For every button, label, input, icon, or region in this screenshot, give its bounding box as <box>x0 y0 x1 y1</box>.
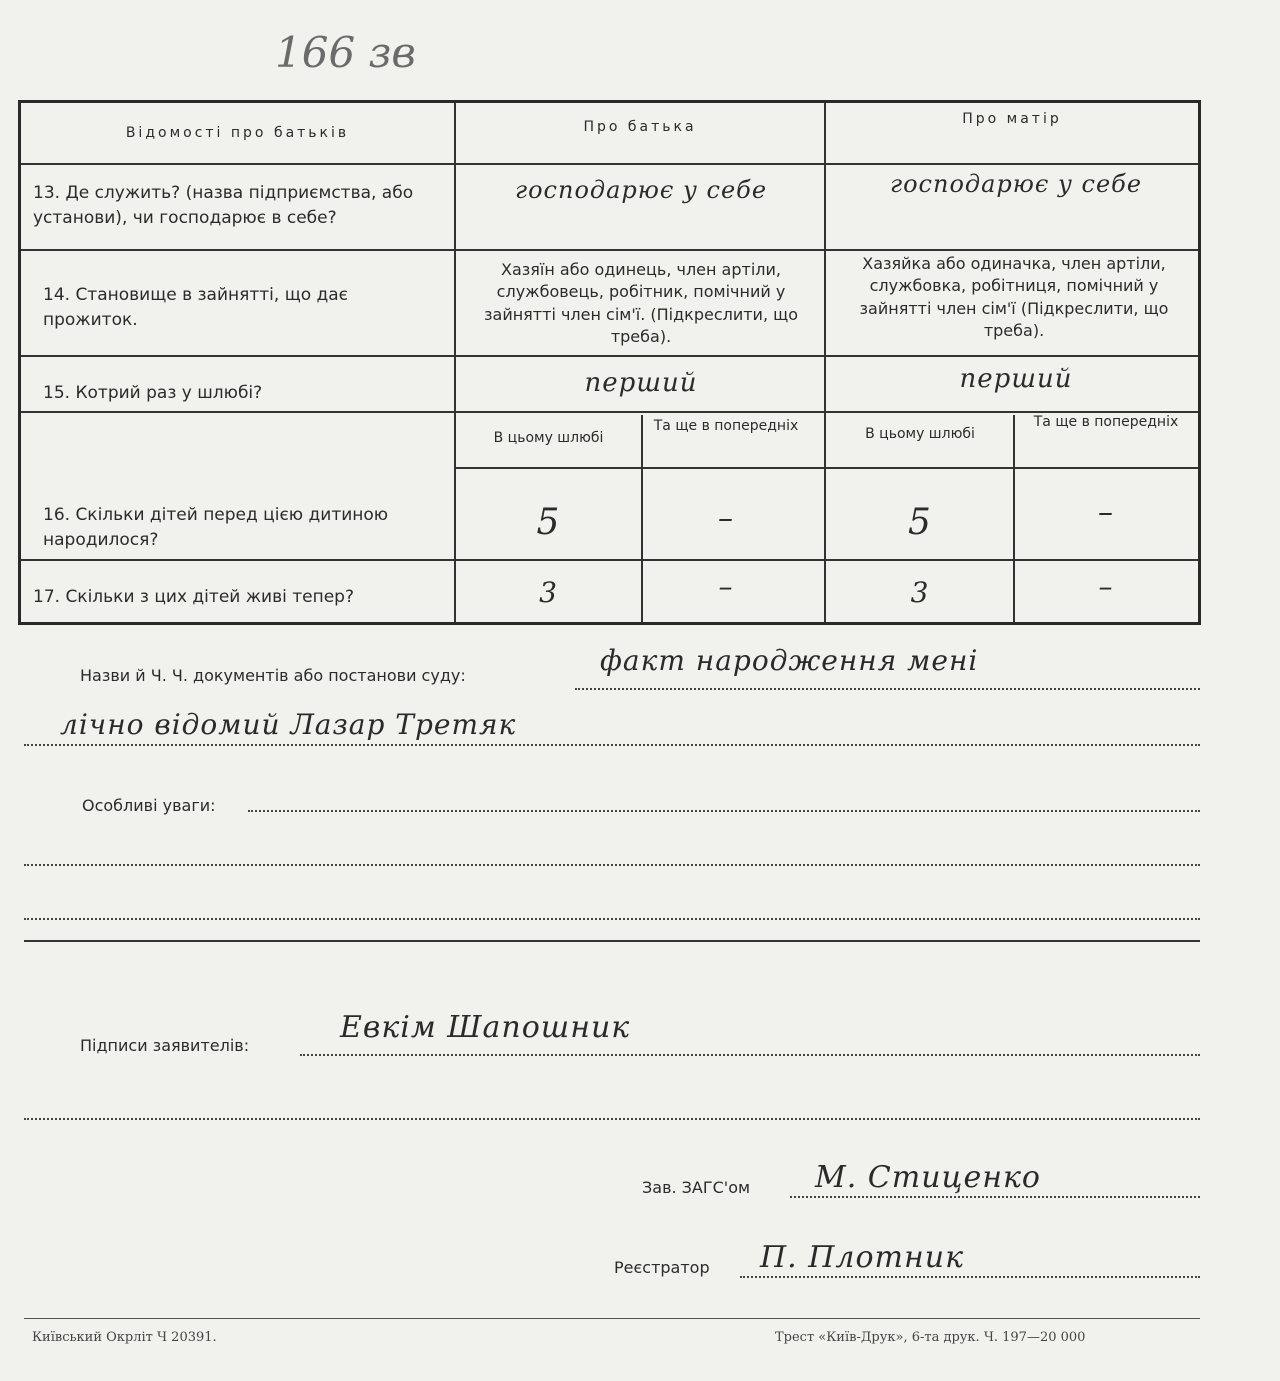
zags-head-dotted-line <box>790 1196 1200 1198</box>
q14-label: 14. Становище в зайнятті, що дає прожиток. <box>43 285 349 330</box>
parents-info-table <box>18 100 1201 625</box>
header-mother: Про матір <box>962 111 1062 127</box>
q13-father-answer: господарює у себе <box>514 176 768 204</box>
applicants-signature: Евкім Шапошник <box>340 1010 631 1045</box>
table-divider <box>21 355 1198 357</box>
remarks-dotted-line <box>248 810 1200 812</box>
remarks-dotted-line <box>24 918 1200 920</box>
documents-line2: лічно відомий Лазар Третяк <box>60 708 517 741</box>
header-father: Про батька <box>583 119 697 135</box>
q16-father-this: 5 <box>536 502 561 543</box>
q13-mother-answer: господарює у себе <box>889 170 1143 198</box>
q15-father-answer: перший <box>584 368 698 398</box>
registrar-signature: П. Плотник <box>760 1240 965 1275</box>
q16-label: 16. Скільки дітей перед цією дитиною народилося? <box>43 505 389 550</box>
applicants-dotted-line <box>24 1118 1200 1120</box>
table-divider <box>21 163 1198 165</box>
documents-label: Назви й Ч. Ч. документів або постанови суду: <box>80 666 466 685</box>
applicants-dotted-line <box>300 1054 1200 1056</box>
remarks-rule <box>24 940 1200 942</box>
header-info: Відомості про батьків <box>125 125 350 141</box>
documents-dotted-line <box>575 688 1200 690</box>
registrar-dotted-line <box>740 1276 1200 1278</box>
table-divider <box>1013 415 1015 622</box>
documents-dotted-line <box>24 744 1200 746</box>
table-divider <box>454 103 456 622</box>
zags-head-label: Зав. ЗАГС'ом <box>642 1178 751 1197</box>
footer-left: Київський Окрліт Ч 20391. <box>32 1330 217 1345</box>
q17-mother-prev: – <box>1098 570 1114 603</box>
mother-previous-header: Та ще в попередніх <box>1033 414 1179 430</box>
q16-father-prev: – <box>718 501 734 536</box>
q17-father-prev: – <box>718 570 734 603</box>
q17-mother-this: 3 <box>910 576 930 609</box>
zags-head-signature: М. Стиценко <box>815 1160 1041 1195</box>
table-divider <box>641 415 643 622</box>
q14-father-text: Хазяїн або одинець, член артіли, службовець, робітник, помічний у зайнятті член сім'ї. (Підкреслити, що треба). <box>484 260 798 347</box>
table-divider <box>824 103 826 622</box>
footer-right: Трест «Київ-Друк», 6-та друк. Ч. 197—20 000 <box>775 1330 1086 1345</box>
archive-number: 166 зв <box>275 28 416 77</box>
father-previous-header: Та ще в попередніх <box>653 418 799 434</box>
applicants-label: Підписи заявителів: <box>80 1036 250 1055</box>
registrar-label: Реєстратор <box>614 1258 710 1277</box>
mother-this-marriage-header: В цьому шлюбі <box>865 426 975 442</box>
footer-rule <box>24 1318 1200 1319</box>
q16-mother-this: 5 <box>908 502 932 543</box>
q17-label: 17. Скільки з цих дітей живі тепер? <box>33 587 354 607</box>
q13-label: 13. Де служить? (назва підприємства, або установи), чи господарює в себе? <box>33 183 414 228</box>
father-this-marriage-header: В цьому шлюбі <box>493 430 604 446</box>
q16-mother-prev: – <box>1098 495 1114 530</box>
remarks-label: Особливі уваги: <box>82 796 216 815</box>
table-divider <box>456 467 1198 469</box>
table-divider <box>21 249 1198 251</box>
q15-label: 15. Котрий раз у шлюбі? <box>43 383 263 403</box>
table-divider <box>21 559 1198 561</box>
q14-mother-text: Хазяйка або одиначка, член артіли, службовка, робітниця, помічний у зайнятті член сім'ї (Підкреслити, що треба). <box>859 254 1169 341</box>
documents-line1: факт народження мені <box>600 644 979 677</box>
q17-father-this: 3 <box>539 576 558 609</box>
remarks-dotted-line <box>24 864 1200 866</box>
q15-mother-answer: перший <box>959 364 1073 394</box>
